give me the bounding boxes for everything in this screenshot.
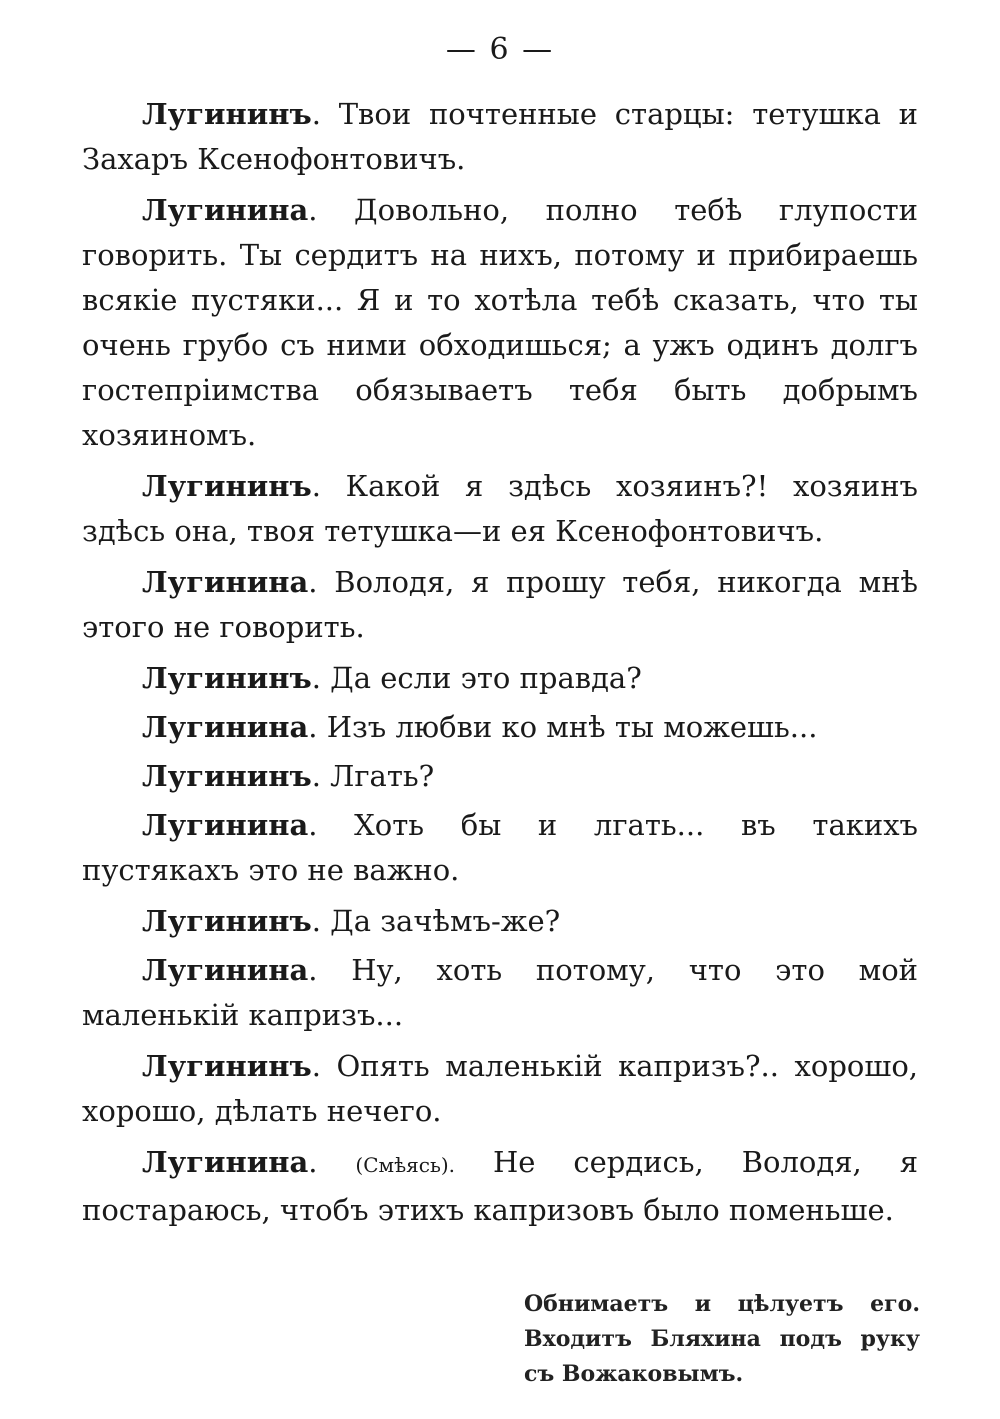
page-number: — 6 — [445, 32, 555, 67]
dialogue-line: Лугинина. Хоть бы и лгать... въ такихъ пустякахъ это не важно. [82, 808, 919, 887]
speaker-name: Лугининъ [142, 661, 312, 695]
dialogue-line: Лугинина. Довольно, полно тебѣ глупости говорить. Ты сердитъ на нихъ, потому и прибираешь всякіе пустяки... Я и то хотѣла тебѣ сказать, что ты очень грубо съ ними обходишься; а ужъ одинъ долгъ гостепріимства обязываетъ тебя быть добрымъ хозяиномъ. [82, 193, 918, 452]
line-text: Не сердись, Володя, я постараюсь, чтобъ этихъ капризовъ было поменьше. [82, 1145, 918, 1227]
line-text: Хоть бы и лгать... въ такихъ пустякахъ это не важно. [82, 808, 919, 887]
speaker-name: Лугинина [142, 953, 309, 987]
dialogue-line: Лугинина. Ну, хоть потому, что это мой маленькій капризъ... [82, 953, 918, 1032]
line-text: Опять маленькій капризъ?.. хорошо, хорошо, дѣлать нечего. [82, 1049, 919, 1128]
line-text: Изъ любви ко мнѣ ты можешь... [326, 710, 818, 744]
dialogue-line: Лугинина. (Смѣясь). Не сердись, Володя, я постараюсь, чтобъ этихъ капризовъ было поменьше. [82, 1145, 918, 1227]
speaker-name: Лугинина [142, 565, 309, 599]
speaker-name: Лугининъ [142, 904, 312, 938]
dialogue-line: Лугининъ. Да если это правда? [142, 661, 642, 695]
line-text: Володя, я прошу тебя, никогда мнѣ этого не говорить. [82, 565, 919, 644]
speaker-name: Лугинина [142, 710, 309, 744]
speaker-name: Лугининъ [142, 469, 312, 503]
dialogue-line: Лугининъ. Да зачѣмъ-же? [142, 904, 561, 938]
line-text: Твои почтенные старцы: тетушка и Захаръ Ксенофонтовичъ. [82, 97, 918, 176]
line-text: Да зачѣмъ-же? [330, 904, 561, 938]
line-text: Ну, хоть потому, что это мой маленькій капризъ... [82, 953, 918, 1032]
line-text: Лгать? [330, 759, 435, 793]
dialogue-line: Лугининъ. Опять маленькій капризъ?.. хорошо, хорошо, дѣлать нечего. [82, 1049, 919, 1128]
dialogue-body [82, 92, 918, 1239]
speaker-name: Лугинина [142, 808, 309, 842]
line-text: Довольно, полно тебѣ глупости говорить. Ты сердитъ на нихъ, потому и прибираешь всякіе пустяки... Я и то хотѣла тебѣ сказать, что ты очень грубо съ ними обходишься; а ужъ одинъ долгъ гостепріимства обязываетъ тебя быть добрымъ хозяиномъ. [82, 193, 918, 452]
dialogue-line: Лугинина. Володя, я прошу тебя, никогда мнѣ этого не говорить. [82, 565, 919, 644]
speaker-name: Лугининъ [142, 1049, 312, 1083]
line-text: Да если это правда? [330, 661, 642, 695]
dialogue-line: Лугининъ. Какой я здѣсь хозяинъ?! хозяинъ здѣсь она, твоя тетушка—и ея Ксенофонтовичъ. [82, 469, 918, 548]
line-text: Какой я здѣсь хозяинъ?! хозяинъ здѣсь она, твоя тетушка—и ея Ксенофонтовичъ. [82, 469, 918, 548]
speaker-name: Лугинина [142, 193, 309, 227]
dialogue-line: Лугининъ. Лгать? [142, 759, 435, 793]
speaker-name: Лугинина [142, 1145, 309, 1179]
speaker-name: Лугининъ [142, 759, 312, 793]
stage-remark: (Смѣясь). [355, 1153, 456, 1177]
speaker-name: Лугининъ [142, 97, 312, 131]
dialogue-line: Лугининъ. Твои почтенные старцы: тетушка и Захаръ Ксенофонтовичъ. [82, 97, 918, 176]
stage-direction: Обнимаетъ и цѣлуетъ его. Входитъ Бляхина подъ руку съ Вожаковымъ. [524, 1291, 920, 1387]
dialogue-line: Лугинина. Изъ любви ко мнѣ ты можешь... [142, 710, 818, 744]
